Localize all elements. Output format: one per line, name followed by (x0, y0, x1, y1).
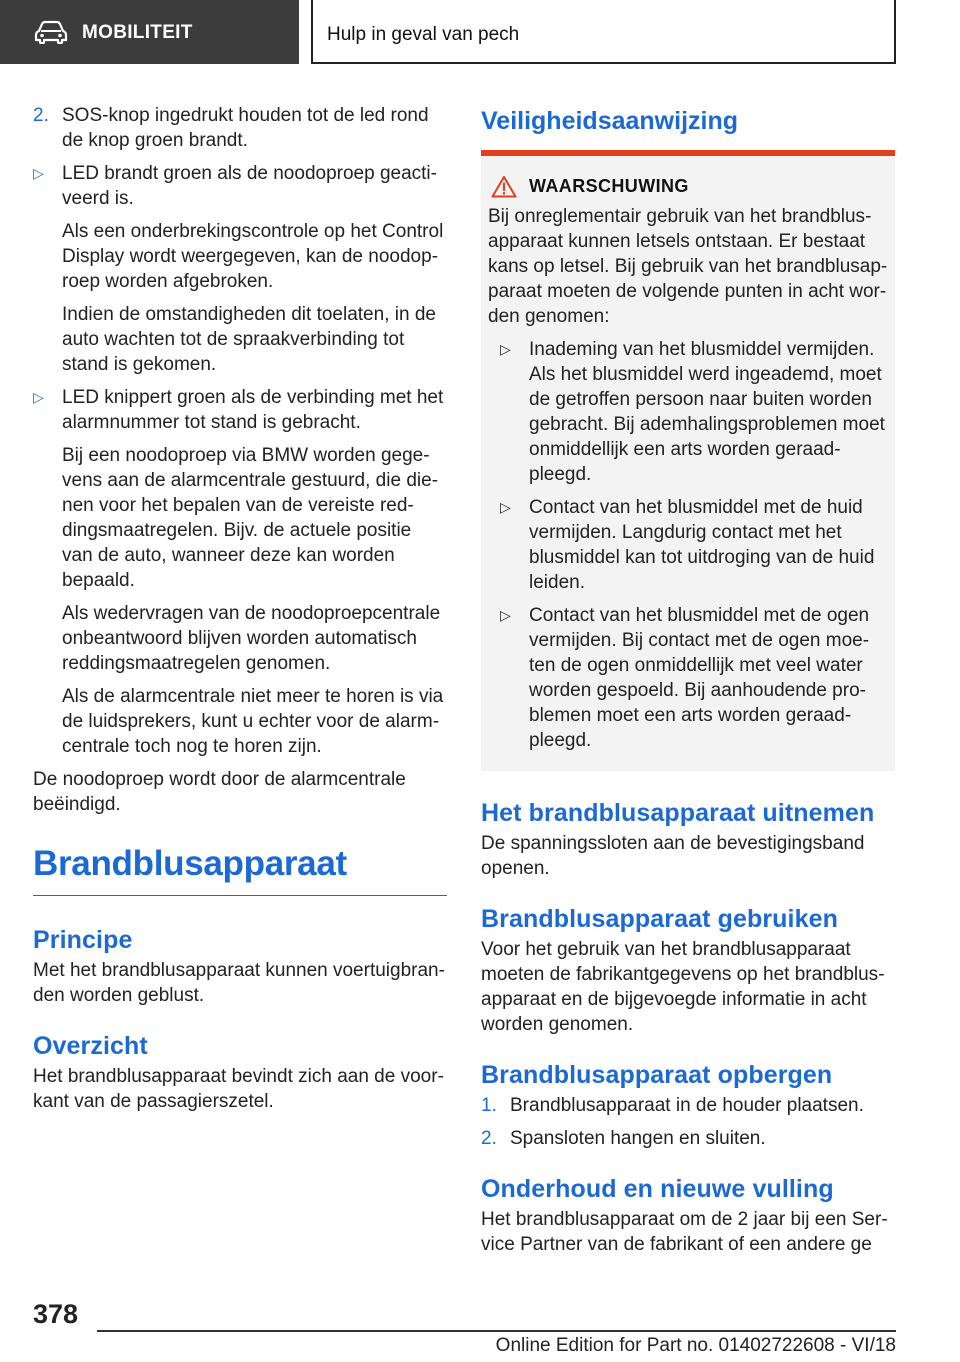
overzicht-heading: Overzicht (33, 1032, 148, 1060)
use-text: Voor het gebruik van het brandblusapparaat moeten de fabrikantgegevens op het brandblusapparaat en de bijgevoegde informatie in acht worden genomen. (481, 939, 885, 1035)
triangle-bullet-icon: ▷ (33, 165, 44, 181)
bullet-text: Indien de omstandigheden dit toelaten, in de auto wachten tot de spraakverbinding tot stand is gekomen. (62, 304, 436, 375)
warning-text: Bij onreglementair gebruik van het brandblusapparaat kunnen letsels ontstaan. Er bestaat kans op letsel. Bij gebruik van het brandblusapparaat moeten de volgende punten in acht worden genomen: (488, 206, 888, 327)
principe-text: Met het brandblusapparaat kunnen voertuigbranden worden geblust. (33, 960, 445, 1006)
maintenance-text: Het brandblusapparaat om de 2 jaar bij een Service Partner van de fabrikant of een andere ge (481, 1209, 888, 1255)
chapter-tab (0, 0, 299, 64)
warning-item-text: Contact van het blusmiddel met de ogen vermijden. Bij contact met de ogen moeten de ogen onmiddellijk met veel water worden gespoeld. Bij aanhoudende problemen moet een arts worden geraadpleegd. (529, 605, 870, 751)
warning-triangle-icon (491, 175, 517, 198)
bullet-text: Als een onderbrekingscontrole op het Control Display wordt weergegeven, kan de noodoproep worden afgebroken. (62, 221, 444, 292)
warning-item-text: Contact van het blusmiddel met de huid vermijden. Langdurig contact met het blusmiddel kan tot uitdroging van de huid leiden. (529, 497, 875, 593)
use-heading: Brandblusapparaat gebruiken (481, 905, 838, 933)
bullet-item (33, 385, 447, 759)
warning-box (481, 150, 895, 771)
store-step (481, 1093, 895, 1118)
warning-item-text: Inademing van het blusmiddel vermijden. Als het blusmiddel werd ingeademd, moet de getroffen persoon naar buiten worden gebracht. Bij ademhalingsproblemen moet onmiddellijk een arts worden geraadpleegd. (529, 339, 885, 485)
step-item (33, 103, 447, 153)
triangle-bullet-icon: ▷ (500, 607, 511, 623)
car-icon (34, 20, 68, 44)
triangle-bullet-icon: ▷ (33, 389, 44, 405)
footer-divider (97, 1330, 896, 1332)
bullet-text: Als wedervragen van de noodoproepcentrale onbeantwoord blijven worden automatisch reddingsmaatregelen genomen. (62, 603, 441, 674)
remove-text: De spanningssloten aan de bevestigingsband openen. (481, 833, 865, 879)
bullet-text: Als de alarmcentrale niet meer te horen is via de luidsprekers, kunt u echter voor de alarmcentrale toch nog te horen zijn. (62, 686, 444, 757)
warning-item (494, 603, 888, 753)
principe-heading: Principe (33, 926, 133, 954)
bullet-text: LED brandt groen als de noodoproep geactiveerd is. (62, 163, 437, 209)
left-column (33, 103, 447, 1122)
warning-label: WAARSCHUWING (529, 176, 689, 196)
warning-item (494, 337, 888, 487)
maintenance-heading: Onderhoud en nieuwe vulling (481, 1175, 834, 1203)
bullet-item (33, 161, 447, 377)
step-text: SOS-knop ingedrukt houden tot de led rond de knop groen brandt. (62, 105, 429, 151)
store-heading: Brandblusapparaat opbergen (481, 1061, 833, 1089)
safety-heading: Veiligheidsaanwijzing (481, 107, 739, 135)
triangle-bullet-icon: ▷ (500, 499, 511, 515)
edition-text: Online Edition for Part no. 01402722608 - VI/18 (495, 1335, 896, 1356)
closing-text: De noodoproep wordt door de alarmcentrale beëindigd. (33, 769, 406, 815)
remove-heading: Het brandblusapparaat uitnemen (481, 799, 875, 827)
main-heading: Brandblusapparaat (33, 843, 447, 896)
page-number: 378 (33, 1299, 79, 1329)
bullet-text: Bij een noodoproep via BMW worden gegevens aan de alarmcentrale gestuurd, die dienen voor het bepalen van de vereiste reddingsmaatregelen. Bijv. de actuele positie van de auto, wanneer deze kan worden bepaald. (62, 445, 439, 591)
step-number: 2. (33, 105, 49, 126)
store-step-text: Brandblusapparaat in de houder plaatsen. (510, 1095, 864, 1116)
chapter-label: MOBILITEIT (82, 21, 193, 43)
section-title: Hulp in geval van pech (311, 0, 896, 64)
store-step (481, 1126, 895, 1151)
store-step-text: Spansloten hangen en sluiten. (510, 1128, 766, 1149)
warning-header (488, 174, 888, 199)
overzicht-text: Het brandblusapparaat bevindt zich aan de voorkant van de passagierszetel. (33, 1066, 444, 1112)
warning-item (494, 495, 888, 595)
triangle-bullet-icon: ▷ (500, 341, 511, 357)
bullet-text: LED knippert groen als de verbinding met het alarmnummer tot stand is gebracht. (62, 387, 444, 433)
step-number: 1. (481, 1095, 497, 1116)
right-column (481, 103, 895, 1265)
step-number: 2. (481, 1128, 497, 1149)
